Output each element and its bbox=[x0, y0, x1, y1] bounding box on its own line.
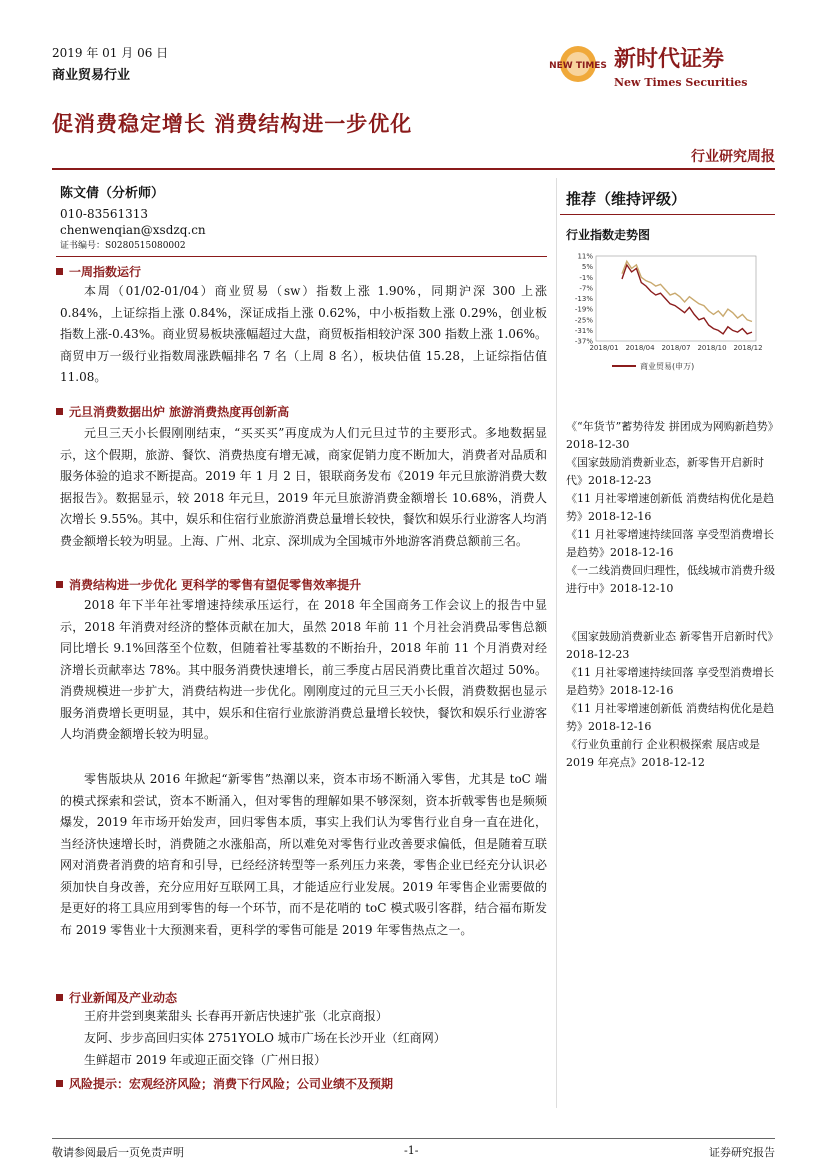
y-tick-label: -19% bbox=[574, 305, 593, 314]
report-date: 2019 年 01 月 06 日 bbox=[52, 46, 169, 60]
related-report-item: 《11 月社零增速持续回落 享受型消费增长是趋势》2018-12-16 bbox=[566, 528, 774, 559]
x-tick-label: 2018/01 bbox=[589, 344, 619, 352]
y-tick-label: -37% bbox=[574, 337, 593, 346]
company-logo bbox=[549, 38, 776, 94]
header-divider bbox=[52, 168, 775, 170]
bullet-square-icon bbox=[56, 408, 63, 415]
related-report-item: 《11 月社零增速持续回落 享受型消费增长是趋势》2018-12-16 bbox=[566, 666, 774, 697]
section-structure-paragraph-2: 零售版块从 2016 年掀起“新零售”热潮以来，资本市场不断涌入零售，尤其是 toC 端的模式探索和尝试，资本不断涌入，但对零售的理解如果不够深刻，资本折戟零售也是频频爆发，2019 年市场开始发声，回归零售本质，事实上我们认为零售行业自身一直在进化，当经济快速增长时，消费随之水涨船高，所以难免对零售行业改善要求偏低，但是随着互联网对消费者消费的培育和引导，已经经济转型等一系列压力来袭，零售企业已经充分认识必须加快自身改善，充分应用好互联网工具，才能适应行业发展。2019 年零售企业需要做的是更好的将工具应用到零售的每一个环节，而不是花哨的 toC 模式吸引客群，结合福布斯发布 2019 零售业十大预测来看，更科学的零售可能是 2019 年零售热点之一。 bbox=[60, 772, 547, 937]
logo-mark-text: NEW TIMES bbox=[549, 61, 607, 71]
y-tick-label: -31% bbox=[574, 326, 593, 335]
related-report-item: 《11 月社零增速创新低 消费结构优化是趋势》2018-12-16 bbox=[566, 492, 774, 523]
analyst-name: 陈文倩（分析师） bbox=[60, 186, 165, 201]
x-tick-label: 2018/04 bbox=[625, 344, 655, 352]
footer-disclaimer: 敬请参阅最后一页免责声明 bbox=[52, 1146, 184, 1159]
related-reports-group-2 bbox=[566, 628, 776, 772]
y-tick-label: 5% bbox=[581, 263, 593, 272]
chart-svg bbox=[560, 250, 770, 380]
analyst-cert: 证书编号：S0280515080002 bbox=[60, 241, 186, 251]
risk-warning: 风险提示：宏观经济风险；消费下行风险；公司业绩不及预期 bbox=[56, 1075, 393, 1092]
related-report-item: 《国家鼓励消费新业态，新零售开启新时代》2018-12-23 bbox=[566, 456, 764, 487]
rating-divider bbox=[560, 214, 775, 215]
report-title: 促消费稳定增长 消费结构进一步优化 bbox=[52, 111, 413, 136]
y-tick-label: -1% bbox=[579, 273, 593, 282]
bullet-square-icon bbox=[56, 1080, 63, 1087]
index-trend-chart bbox=[560, 250, 770, 380]
plot-area bbox=[596, 256, 756, 341]
report-type: 行业研究周报 bbox=[691, 149, 775, 165]
logo-emblem-icon bbox=[549, 38, 776, 94]
news-item: 生鲜超市 2019 年或迎正面交锋（广州日报） bbox=[84, 1053, 327, 1067]
related-report-item: 《国家鼓励消费新业态 新零售开启新时代》2018-12-23 bbox=[566, 630, 773, 661]
related-report-item: 《一二线消费回归理性，低线城市消费升级进行中》2018-12-10 bbox=[566, 564, 775, 595]
x-tick-label: 2018/10 bbox=[697, 344, 727, 352]
logo-en-text: New Times Securities bbox=[614, 76, 748, 89]
x-tick-label: 2018/07 bbox=[661, 344, 691, 352]
section-title-newyear: 元旦消费数据出炉 旅游消费热度再创新高 bbox=[56, 403, 289, 420]
y-tick-label: -7% bbox=[579, 284, 593, 293]
related-reports-group-1 bbox=[566, 418, 776, 598]
analyst-email: chenwenqian@xsdzq.cn bbox=[60, 223, 206, 237]
analyst-phone: 010-83561313 bbox=[60, 207, 149, 221]
news-item: 友阿、步步高回归实体 2751YOLO 城市广场在长沙开业（红商网） bbox=[84, 1031, 446, 1045]
bullet-square-icon bbox=[56, 994, 63, 1001]
rating-label: 推荐（维持评级） bbox=[566, 190, 687, 208]
section-title-news: 行业新闻及产业动态 bbox=[56, 989, 177, 1006]
related-report-item: 《11 月社零增速创新低 消费结构优化是趋势》2018-12-16 bbox=[566, 702, 774, 733]
bullet-square-icon bbox=[56, 268, 63, 275]
related-report-item: 《“年货节”蓄势待发 拼团成为网购新趋势》2018-12-30 bbox=[566, 420, 774, 451]
y-tick-label: -25% bbox=[574, 316, 593, 325]
x-tick-label: 2018/12 bbox=[733, 344, 763, 352]
related-report-item: 《行业负重前行 企业积极探索 展店或是 2019 年亮点》2018-12-12 bbox=[566, 738, 760, 769]
section-index-paragraph: 本周（01/02-01/04）商业贸易（sw）指数上涨 1.90%，同期沪深 300 上涨 0.84%，上证综指上涨 0.84%，深证成指上涨 0.62%，中小板指数上涨 0.29%，创业板指数上涨-0.43%。商业贸易板块涨幅超过大盘，商贸板指相较沪深 300 指数上涨 1.06%。商贸申万一级行业指数周涨跌幅排名 7 名（上周 8 名），板块估值 15.28，上证综指估值 11.08。 bbox=[60, 284, 547, 384]
section-newyear-paragraph: 元旦三天小长假刚刚结束，“买买买”再度成为人们元旦过节的主要形式。多地数据显示，这个假期，旅游、餐饮、消费热度有增无减，商家促销力度不断加大，消费者对品质和服务体验的追求不断提高。2019 年 1 月 2 日，银联商务发布《2019 年元旦旅游消费大数据报告》。数据显示，较 2018 年元旦，2019 年元旦旅游消费金额增长 10.68%，消费人次增长 9.55%。其中，娱乐和住宿行业旅游消费总量增长较快，餐饮和娱乐行业游客人均消费金额增长较为明显。上海、广州、北京、深圳成为全国城市外地游客消费总额前三名。 bbox=[60, 426, 547, 548]
news-list bbox=[60, 1005, 446, 1071]
analyst-divider bbox=[56, 256, 547, 257]
chart-title: 行业指数走势图 bbox=[566, 228, 651, 242]
bullet-square-icon bbox=[56, 581, 63, 588]
section-title-structure: 消费结构进一步优化 更科学的零售有望促零售效率提升 bbox=[56, 576, 361, 593]
logo-cn-text: 新时代证券 bbox=[614, 46, 725, 72]
news-item: 王府井尝到奥莱甜头 长春再开新店快速扩张（北京商报） bbox=[84, 1009, 388, 1023]
legend-label: 商业贸易(申万) bbox=[640, 362, 695, 371]
y-tick-label: 11% bbox=[577, 252, 593, 261]
section-title-index: 一周指数运行 bbox=[56, 263, 141, 280]
y-tick-label: -13% bbox=[574, 295, 593, 303]
analyst-block bbox=[60, 186, 206, 254]
footer-divider bbox=[52, 1138, 775, 1139]
column-divider bbox=[556, 178, 557, 1108]
page-number: -1- bbox=[404, 1144, 419, 1157]
industry-label: 商业贸易行业 bbox=[52, 68, 131, 83]
section-structure-paragraph-1: 2018 年下半年社零增速持续承压运行，在 2018 年全国商务工作会议上的报告中显示，2018 年消费对经济的整体贡献在加大，虽然 2018 年前 11 个月社会消费品零售总额同比增长 9.1%回落至个位数，但随着社零基数的不断抬升，2018 年前 11 个月消费对经济增长贡献率达 78%。其中服务消费快速增长，前三季度占居民消费比重首次超过 50%。消费规模进一步扩大，消费结构进一步优化。刚刚度过的元旦三天小长假，消费数据也显示服务消费增长更明显，其中，娱乐和住宿行业旅游消费总量增长较快，餐饮和娱乐行业游客人均消费金额增长较为明显。 bbox=[60, 598, 547, 741]
footer-report-type: 证券研究报告 bbox=[709, 1146, 775, 1159]
